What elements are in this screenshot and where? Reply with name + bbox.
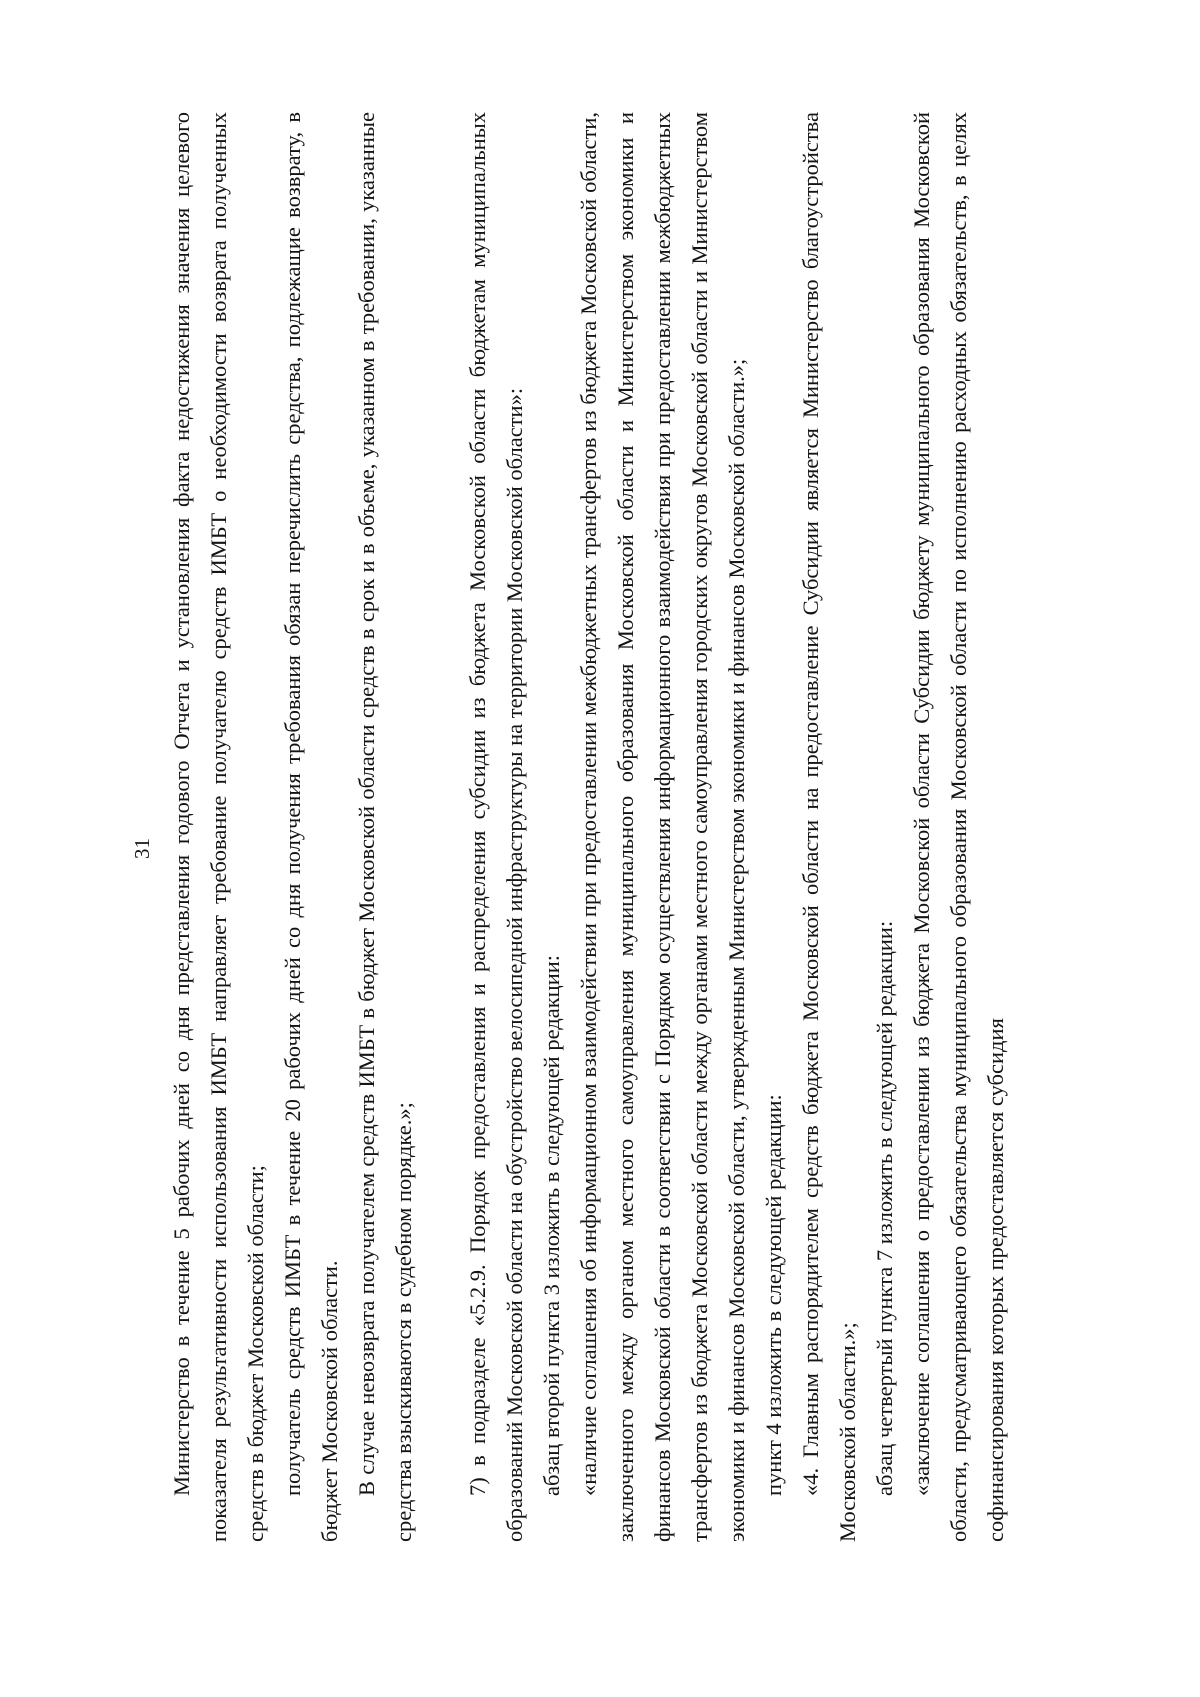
paragraph: Министерство в течение 5 рабочих дней со дня представления годового Отчета и установления факта недостижения значения целевого показателя результативности использования ИМБТ направляет требование получателю средств ИМБТ о необходимости возврата полученных средств в бюджет Московской области; bbox=[169, 112, 268, 1542]
paragraph: «наличие соглашения об информационном взаимодействии при предоставлении межбюджетных трансфертов из бюджета Московской области, заключенного между органом местного самоуправления муниципального образования Московской области и Министерством экономики и финансов Московской области в соответствии с Порядком осуществления информационного взаимодействия при предоставлении межбюджетных трансфертов из бюджета Московской области между органами местного самоуправления городских округов Московской области и Министерством экономики и финансов Московской области, утвержденным Министерством экономики и финансов Московской области.»; bbox=[576, 112, 749, 1542]
paragraph: 7) в подразделе «5.2.9. Порядок предоставления и распределения субсидии из бюджета Московской области бюджетам муниципальных образований Московской области на обустройство велосипедной инфраструктуры на территории Московской области»: bbox=[465, 112, 527, 1542]
paragraph: «4. Главным распорядителем средств бюджета Московской области на предоставление Субсидии является Министерство благоустройства Московской области.»; bbox=[798, 112, 860, 1542]
document-body bbox=[163, 112, 1014, 1542]
paragraph: В случае невозврата получателем средств ИМБТ в бюджет Московской области средств в срок и в объеме, указанном в требовании, указанные средства взыскиваются в судебном порядке.»; bbox=[354, 112, 416, 1542]
paragraph: абзац второй пункта 3 изложить в следующей редакции: bbox=[539, 954, 564, 1496]
paragraph: получатель средств ИМБТ в течение 20 рабочих дней со дня получения требования обязан перечислить средства, подлежащие возврату, в бюджет Московской области. bbox=[280, 112, 342, 1542]
paragraph: «заключение соглашения о предоставлении из бюджета Московской области Субсидии бюджету муниципального образования Московской области, предусматривающего обязательства муниципального образования Московской области по исполнению расходных обязательств, в целях софинансирования которых предоставляется субсидия bbox=[909, 112, 1008, 1542]
page-number: 31 bbox=[130, 838, 154, 859]
paragraph: абзац четвертый пункта 7 изложить в следующей редакции: bbox=[872, 920, 897, 1496]
paragraph: пункт 4 изложить в следующей редакции: bbox=[761, 1094, 786, 1496]
